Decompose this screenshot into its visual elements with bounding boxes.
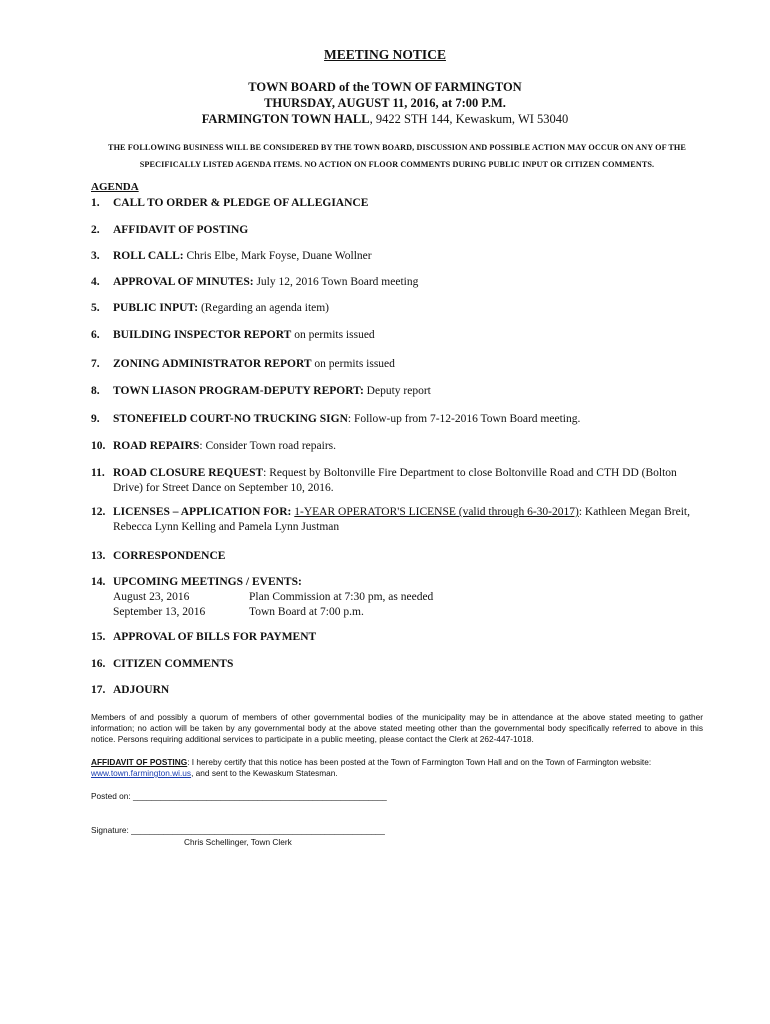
item-label: CALL TO ORDER & PLEDGE OF ALLEGIANCE [113,197,369,209]
item-label: CORRESPONDENCE [113,550,226,562]
agenda-heading: AGENDA [91,181,139,193]
header-location [0,112,770,127]
website-link[interactable]: www.town.farmington.wi.us [91,768,192,778]
page-title: MEETING NOTICE [324,47,446,62]
item-text: (Regarding an agenda item) [198,302,330,314]
location-address: , 9422 STH 144, Kewaskum, WI 53040 [369,112,569,126]
item-text: on permits issued [291,329,375,341]
item-label: UPCOMING MEETINGS / EVENTS: [113,576,302,588]
item-label: ROLL CALL: [113,250,184,262]
item-label: ADJOURN [113,684,170,696]
item-text: July 12, 2016 Town Board meeting [253,276,419,288]
item-text: on permits issued [311,358,395,370]
signature-line: Signature: _______________________________________________________ [91,825,385,835]
item-text: : Kathleen Megan Breit, Rebecca Lynn Kelling and Pamela Lynn Justman [113,506,690,533]
meeting-desc: Plan Commission at 7:30 pm, as needed [249,591,434,603]
license-type: 1-YEAR OPERATOR'S LICENSE (valid through 6-30-2017) [294,506,579,518]
item-label: STONEFIELD COURT-NO TRUCKING SIGN [113,413,348,425]
item-text: : Follow-up from 7-12-2016 Town Board meeting. [347,413,581,425]
item-label: BUILDING INSPECTOR REPORT [113,329,292,341]
item-text: Chris Elbe, Mark Foyse, Duane Wollner [183,250,372,262]
item-number: 9. [91,413,100,425]
item-label: LICENSES – APPLICATION FOR: [113,506,292,518]
item-label: ZONING ADMINISTRATOR REPORT [113,358,312,370]
item-number: 13. [91,550,106,562]
item-number: 6. [91,329,100,341]
item-label: CITIZEN COMMENTS [113,658,234,670]
item-label: ROAD REPAIRS [113,440,200,452]
item-number: 16. [91,658,106,670]
item-text: Deputy report [363,385,431,397]
meeting-date: August 23, 2016 [113,591,190,603]
item-number: 5. [91,302,100,314]
location-name: FARMINGTON TOWN HALL [201,112,370,126]
item-text: : Consider Town road repairs. [199,440,337,452]
item-number: 11. [91,467,105,479]
item-number: 14. [91,576,106,588]
affidavit-of-posting [91,757,703,779]
meeting-date: September 13, 2016 [113,606,206,618]
item-number: 7. [91,358,100,370]
item-label: APPROVAL OF MINUTES: [113,276,254,288]
meeting-desc: Town Board at 7:00 p.m. [249,606,364,618]
item-number: 4. [91,276,100,288]
preamble-text: THE FOLLOWING BUSINESS WILL BE CONSIDERED BY THE TOWN BOARD, DISCUSSION AND POSSIBLE ACTION MAY OCCUR ON ANY OF THE SPECIFICALLY LISTED AGENDA ITEMS. NO ACTION ON FLOOR COMMENTS DURING PUBLIC INPUT OR CITIZEN COMMENTS. [108,143,686,169]
item-label: ROAD CLOSURE REQUEST [113,467,264,479]
item-label: AFFIDAVIT OF POSTING [113,224,249,236]
header-board: TOWN BOARD of the TOWN OF FARMINGTON [248,80,522,94]
item-number: 8. [91,385,100,397]
posted-on-line: Posted on: _______________________________________________________ [91,791,387,801]
quorum-notice: Members of and possibly a quorum of members of other governmental bodies of the municipality may be in attendance at the above stated meeting to gather information; no action will be taken by any governmental body at the above stated meeting other than the governmental body specifically referred to above in this notice. Persons requiring additional services to participate in a public meeting, please contact the Clerk at 262-447-1018. [91,712,703,744]
item-label: PUBLIC INPUT: [113,302,199,314]
item-number: 15. [91,631,106,643]
item-number: 1. [91,197,100,209]
meeting-row [113,590,703,605]
header-date: THURSDAY, AUGUST 11, 2016, at 7:00 P.M. [264,96,506,110]
item-number: 2. [91,224,100,236]
affidavit-text-end: , and sent to the Kewaskum Statesman. [191,768,338,778]
item-number: 3. [91,250,100,262]
affidavit-text: : I hereby certify that this notice has been posted at the Town of Farmington Town Hall and on the Town of Farmington website: [187,757,652,767]
affidavit-label: AFFIDAVIT OF POSTING [91,757,188,767]
item-label: TOWN LIASON PROGRAM-DEPUTY REPORT: [113,385,364,397]
item-number: 12. [91,506,106,518]
meeting-row [113,605,703,620]
item-label: APPROVAL OF BILLS FOR PAYMENT [113,631,317,643]
item-number: 17. [91,684,106,696]
clerk-name: Chris Schellinger, Town Clerk [184,837,292,847]
item-text: : Request by Boltonville Fire Department to close Boltonville Road and CTH DD (Bolton Drive) for Street Dance on September 10, 2016. [113,467,677,494]
item-number: 10. [91,440,106,452]
